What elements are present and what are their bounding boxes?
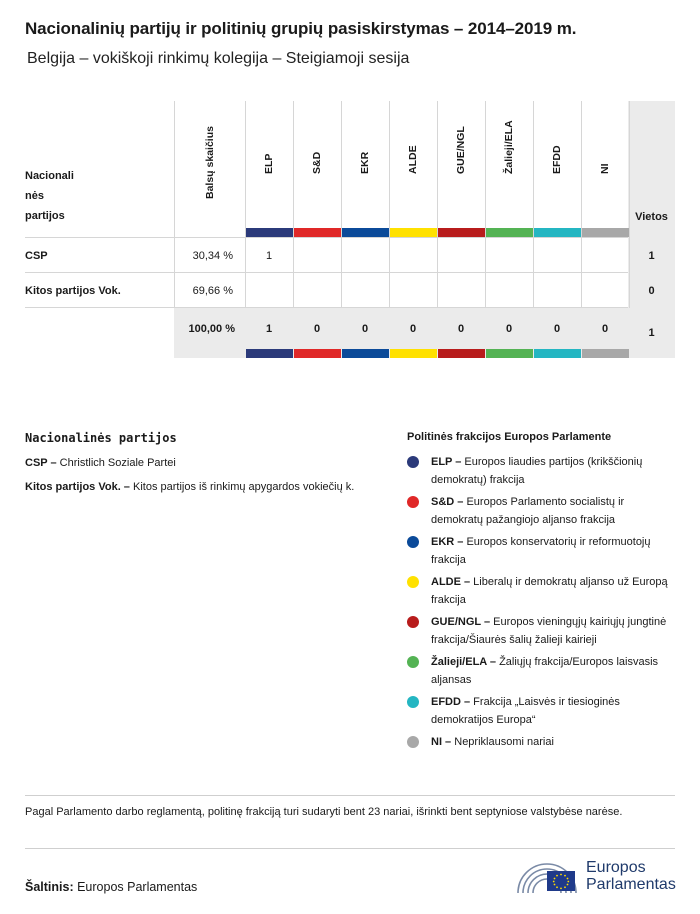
national-parties-legend: [25, 431, 375, 503]
votes-share: 69,66 %: [192, 284, 233, 297]
group-color-bar: [486, 349, 533, 358]
seats-total: 0: [648, 284, 655, 297]
total-seat-count: 0: [505, 322, 513, 335]
legend-group-item: ELP – Europos liaudies partijos (krikščionių demokratų) frakcija: [407, 453, 677, 489]
group-color-bar: [390, 349, 437, 358]
total-seat-count: 0: [553, 322, 561, 335]
legend-group-item: GUE/NGL – Europos vieningųjų kairiųjų jungtinė frakcija/Šiaurės šalių žalieji kairieji: [407, 613, 677, 649]
group-color-dot-icon: [407, 536, 419, 548]
legend-group-item: ALDE – Liberalų ir demokratų aljanso už Europą frakcija: [407, 573, 677, 609]
seat-count: [437, 273, 485, 308]
seats-column-header: Vietos: [635, 211, 668, 223]
group-color-bar: [390, 228, 437, 237]
page-subtitle: Belgija – vokiškoji rinkimų kolegija – Steigiamoji sesija: [27, 50, 410, 67]
seat-count: [533, 273, 581, 308]
party-column-header: Nacionali nės partijos: [25, 170, 74, 222]
group-color-bar: [582, 349, 629, 358]
total-votes: 100,00 %: [188, 322, 235, 335]
legend-group-item: EKR – Europos konservatorių ir reformuotojų frakcija: [407, 533, 677, 569]
total-seat-count: 0: [457, 322, 465, 335]
group-header-sd: S&D: [311, 151, 323, 174]
legend-party-item: Kitos partijos Vok. – Kitos partijos iš rinkimų apygardos vokiečių k.: [25, 481, 355, 493]
group-header-efdd: EFDD: [551, 145, 563, 174]
group-header-alde: ALDE: [407, 145, 419, 174]
divider: [25, 848, 675, 849]
source-line: Šaltinis: Europos Parlamentas: [25, 880, 198, 894]
total-seat-count: 0: [361, 322, 369, 335]
group-color-bar: [534, 228, 581, 237]
eu-hemicycle-flag-icon: [514, 857, 580, 895]
seat-count: [485, 273, 533, 308]
seat-count: [581, 273, 629, 308]
legend-group-item: NI – Nepriklausomi nariai: [407, 733, 677, 751]
seat-count: [293, 273, 341, 308]
seat-count: [293, 238, 341, 273]
group-color-dot-icon: [407, 736, 419, 748]
group-color-bar: [486, 228, 533, 237]
group-color-bar: [246, 349, 293, 358]
page-title: Nacionalinių partijų ir politinių grupių pasiskirstymas – 2014–2019 m.: [25, 19, 577, 38]
votes-share: 30,34 %: [192, 249, 233, 262]
divider: [25, 795, 675, 796]
group-color-dot-icon: [407, 616, 419, 628]
ep-logo: [514, 857, 684, 897]
rules-note: Pagal Parlamento darbo reglamentą, politinę frakciją turi sudaryti bent 23 nariai, išrinkti bent septyniose valstybėse narėse.: [25, 806, 623, 818]
seat-count: [437, 238, 485, 273]
seats-total: 1: [648, 249, 655, 262]
legend-group-item: EFDD – Frakcija „Laisvės ir tiesioginės demokratijos Europa“: [407, 693, 677, 729]
group-header-guengl: GUE/NGL: [455, 126, 467, 174]
seat-count: [389, 238, 437, 273]
party-name: Kitos partijos Vok.: [25, 284, 121, 297]
seat-count: [341, 273, 389, 308]
total-seat-count: 0: [601, 322, 609, 335]
legend-group-item: Žalieji/ELA – Žaliųjų frakcija/Europos laisvasis aljansas: [407, 653, 677, 689]
group-color-dot-icon: [407, 696, 419, 708]
seat-count: [341, 238, 389, 273]
group-color-bar: [438, 228, 485, 237]
legend-party-item: CSP – Christlich Soziale Partei: [25, 457, 176, 469]
group-color-dot-icon: [407, 576, 419, 588]
group-color-bar: [582, 228, 629, 237]
legend-group-item: S&D – Europos Parlamento socialistų ir demokratų pažangiojo aljanso frakcija: [407, 493, 677, 529]
seat-count: [389, 273, 437, 308]
group-color-bar: [342, 228, 389, 237]
group-color-bar: [294, 228, 341, 237]
group-color-dot-icon: [407, 496, 419, 508]
political-groups-legend: [407, 431, 677, 755]
group-color-dot-icon: [407, 456, 419, 468]
group-header-elp: ELP: [263, 153, 275, 174]
group-color-bar: [342, 349, 389, 358]
distribution-table: [25, 101, 675, 359]
seat-count: [485, 238, 533, 273]
total-seats: 1: [648, 326, 655, 339]
group-color-dot-icon: [407, 656, 419, 668]
group-color-bar: [438, 349, 485, 358]
total-seat-count: 0: [409, 322, 417, 335]
votes-column-header: Balsų skaičius: [204, 126, 216, 199]
total-seat-count: 1: [265, 322, 273, 335]
group-header-ni: NI: [599, 163, 611, 174]
seat-count: 1: [265, 249, 273, 262]
group-color-bar: [534, 349, 581, 358]
political-groups-heading: Politinės frakcijos Europos Parlamente: [407, 431, 612, 443]
group-color-bar: [294, 349, 341, 358]
seat-count: [533, 238, 581, 273]
group-color-bar: [246, 228, 293, 237]
party-name: CSP: [25, 249, 48, 262]
seat-count: [245, 273, 293, 308]
group-header-ekr: EKR: [359, 151, 371, 174]
group-header-aliejiela: Žalieji/ELA: [503, 120, 515, 174]
national-parties-heading: Nacionalinės partijos: [25, 431, 177, 445]
seat-count: [581, 238, 629, 273]
total-seat-count: 0: [313, 322, 321, 335]
ep-logo-text: Europos Parlamentas: [586, 859, 676, 893]
